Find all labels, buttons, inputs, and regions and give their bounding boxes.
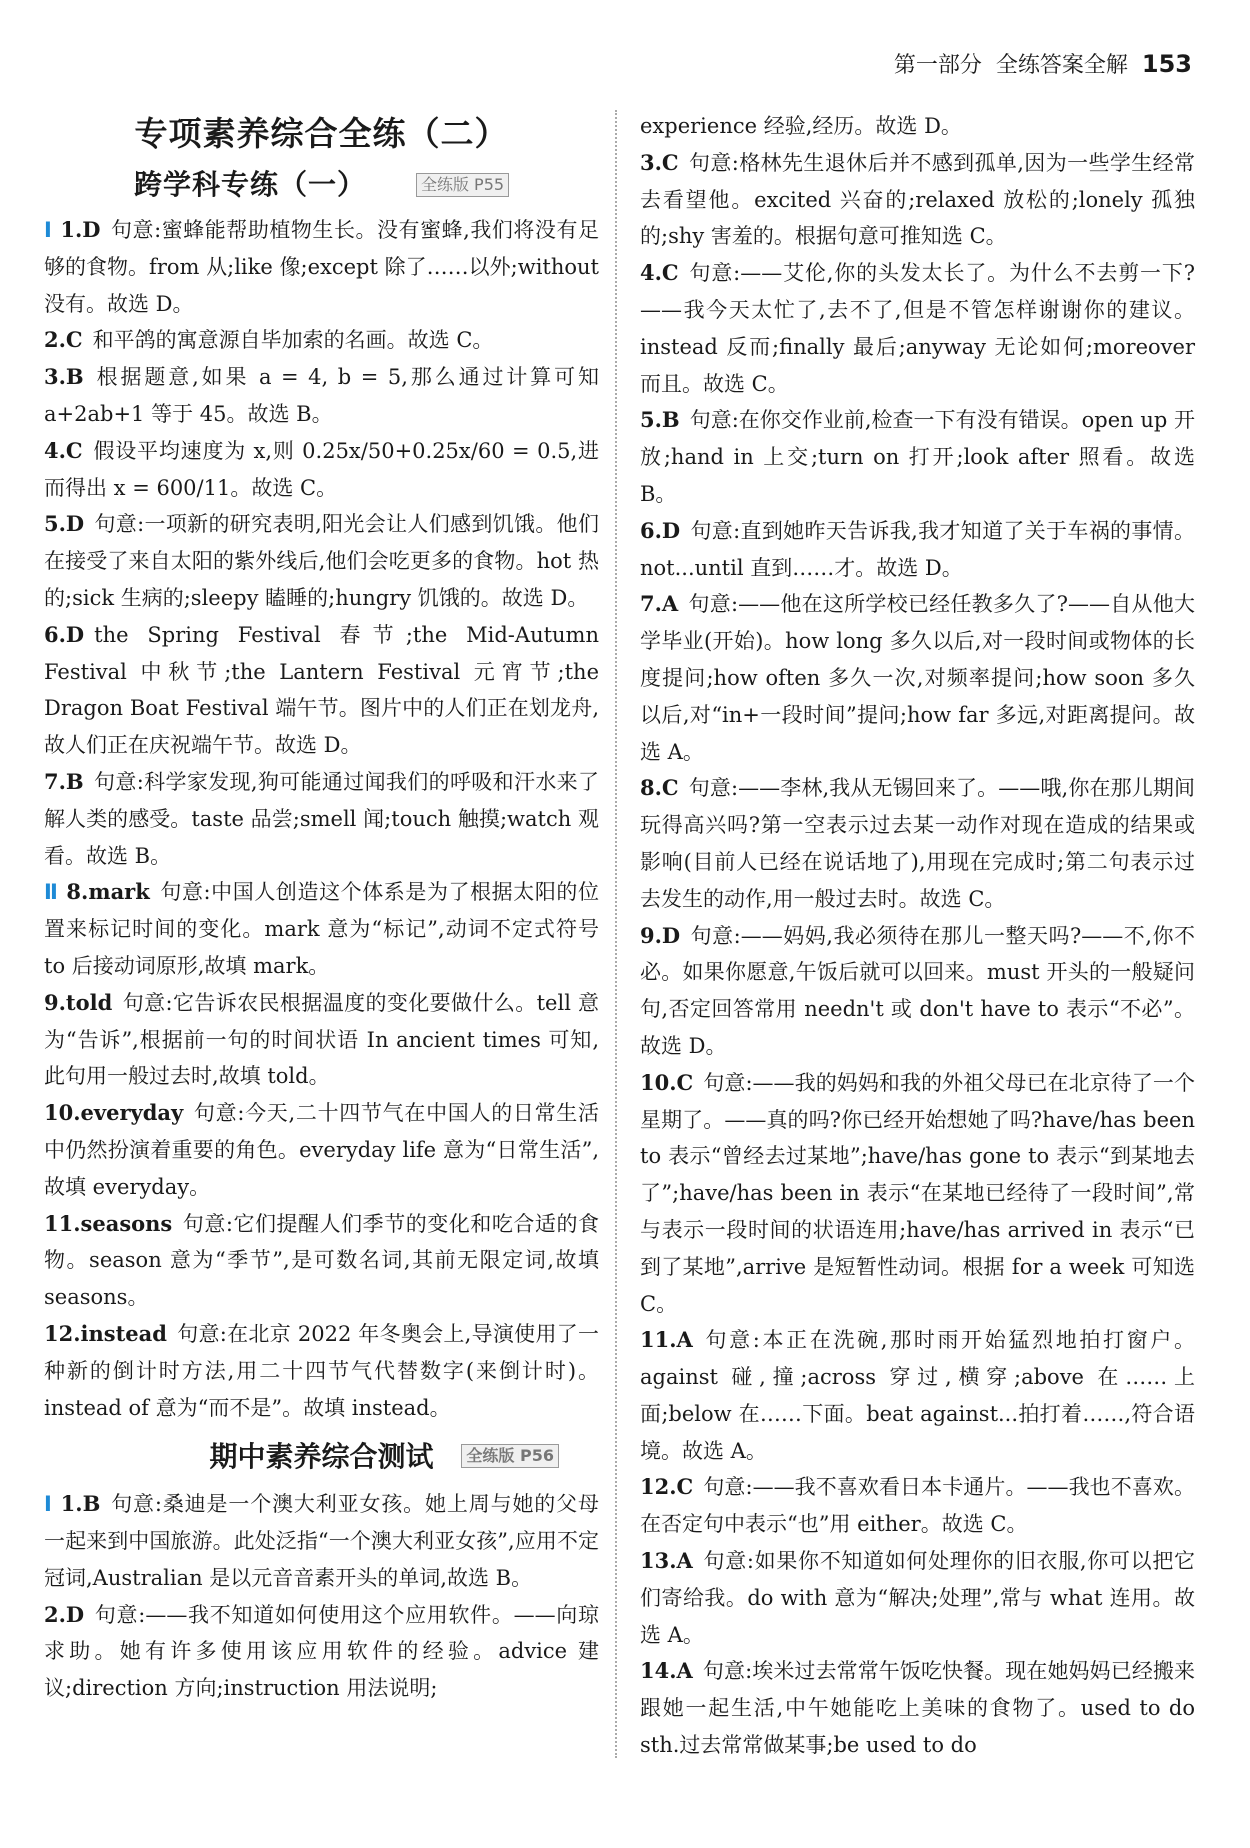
right-column bbox=[640, 108, 1195, 1764]
answer-number: 6.D bbox=[640, 517, 681, 543]
answer-list-right bbox=[640, 108, 1195, 1764]
left-column bbox=[44, 108, 599, 1707]
answer-number: 5.B bbox=[640, 407, 680, 433]
answer-number: 5.D bbox=[44, 511, 85, 537]
answer-item bbox=[640, 1469, 1195, 1543]
answer-item bbox=[44, 506, 599, 616]
section-subtitle: 跨学科专练（一） bbox=[133, 168, 366, 201]
answer-item bbox=[640, 145, 1195, 255]
answer-list-a bbox=[44, 212, 599, 1426]
answer-explanation: 句意:——妈妈,我必须待在那儿一整天吗?——不,你不必。如果你愿意,午饭后就可以回来。must 开头的一般疑问句,否定回答常用 needn't 或 don't have to 表示“不必”。故选 D。 bbox=[640, 923, 1195, 1058]
answer-explanation: 句意:本正在洗碗,那时雨开始猛烈地拍打窗户。against 碰,撞;across 穿过,横穿;above 在……上面;below 在……下面。beat against...拍打着……,符合语境。故选 A。 bbox=[640, 1328, 1195, 1463]
answer-item bbox=[640, 402, 1195, 512]
answer-number: 7.B bbox=[44, 768, 84, 794]
answer-item bbox=[640, 1653, 1195, 1763]
answer-explanation: 句意:今天,二十四节气在中国人的日常生活中仍然扮演着重要的角色。everyday life 意为“日常生活”,故填 everyday。 bbox=[44, 1101, 599, 1199]
answer-explanation: the Spring Festival 春节;the Mid-Autumn Festival 中秋节;the Lantern Festival 元宵节;the Dragon Boat Festival 端午节。图片中的人们正在划龙舟,故人们正在庆祝端午节。故选 D。 bbox=[44, 622, 599, 758]
answer-number: 14.A bbox=[640, 1658, 693, 1684]
answer-explanation: 假设平均速度为 x,则 0.25x/50+0.25x/60 = 0.5,进而得出 x = 600/11。故选 C。 bbox=[44, 438, 599, 500]
answer-explanation: 句意:桑迪是一个澳大利亚女孩。她上周与她的父母一起来到中国旅游。此处泛指“一个澳大利亚女孩”,应用不定冠词,Australian 是以元音音素开头的单词,故选 B。 bbox=[44, 1492, 599, 1590]
part-marker: Ⅰ bbox=[44, 1492, 53, 1517]
answer-number: 12.C bbox=[640, 1474, 694, 1500]
answer-explanation: 句意:——他在这所学校已经任教多久了?——自从他大学毕业(开始)。how long 多久以后,对一段时间或物体的长度提问;how often 多久一次,对频率提问;how soon 多久以后,对“in+一段时间”提问;how far 多远,对距离提问。故选 A。 bbox=[640, 592, 1195, 764]
answer-item bbox=[44, 1486, 599, 1596]
subtitle-row bbox=[44, 164, 599, 206]
answer-number: 10.everyday bbox=[44, 1100, 184, 1126]
answer-explanation: 句意:——我的妈妈和我的外祖父母已在北京待了一个星期了。——真的吗?你已经开始想她了吗?have/has been to 表示“曾经去过某地”;have/has gone to 表示“到某地去了”;have/has been in 表示“在某地已经待了一段时间”,常与表示一段时间的状语连用;have/has arrived in 表示“已到了某地”,arrive 是短暂性动词。根据 for a week 可知选 C。 bbox=[640, 1070, 1195, 1316]
answer-item bbox=[44, 322, 599, 359]
answer-item bbox=[44, 985, 599, 1095]
answer-item bbox=[640, 918, 1195, 1065]
answer-item bbox=[640, 1065, 1195, 1323]
answer-number: 8.C bbox=[640, 775, 679, 801]
answer-number: 4.C bbox=[44, 437, 83, 463]
answer-explanation: 句意:科学家发现,狗可能通过闻我们的呼吸和汗水来了解人类的感受。taste 品尝;smell 闻;touch 触摸;watch 观看。故选 B。 bbox=[44, 769, 599, 868]
answer-item bbox=[640, 586, 1195, 770]
answer-explanation: 句意:蜜蜂能帮助植物生长。没有蜜蜂,我们将没有足够的食物。from 从;like 像;except 除了……以外;without 没有。故选 D。 bbox=[44, 218, 599, 316]
answer-item bbox=[44, 1316, 599, 1426]
answer-explanation: experience 经验,经历。故选 D。 bbox=[640, 114, 962, 138]
answer-item bbox=[640, 1543, 1195, 1653]
answer-number: 11.seasons bbox=[44, 1210, 173, 1236]
answer-number: 12.instead bbox=[44, 1320, 167, 1346]
answer-item bbox=[44, 359, 599, 433]
answer-number: 2.C bbox=[44, 327, 83, 353]
answer-explanation: 句意:它告诉农民根据温度的变化要做什么。tell 意为“告诉”,根据前一句的时间状语 In ancient times 可知,此句用一般过去时,故填 told。 bbox=[44, 990, 599, 1089]
answer-explanation: 句意:——我不知道如何使用这个应用软件。——向琼求助。她有许多使用该应用软件的经验。advice 建议;direction 方向;instruction 用法说明; bbox=[44, 1602, 599, 1701]
answer-number: 7.A bbox=[640, 591, 679, 617]
answer-explanation: 句意:一项新的研究表明,阳光会让人们感到饥饿。他们在接受了来自太阳的紫外线后,他们会吃更多的食物。hot 热的;sick 生病的;sleepy 瞌睡的;hungry 饥饿的。故选 D。 bbox=[44, 512, 599, 610]
answer-item bbox=[44, 874, 599, 984]
answer-explanation: 句意:在你交作业前,检查一下有没有错误。open up 开放;hand in 上交;turn on 打开;look after 照看。故选 B。 bbox=[640, 408, 1195, 506]
book-label: 全练答案全解 bbox=[995, 53, 1128, 78]
answer-number: 3.B bbox=[44, 364, 84, 390]
answer-item bbox=[44, 1095, 599, 1205]
answer-explanation: 句意:——我不喜欢看日本卡通片。——我也不喜欢。在否定句中表示“也”用 either。故选 C。 bbox=[640, 1475, 1195, 1537]
answer-number: 9.told bbox=[44, 989, 113, 1015]
answer-number: 4.C bbox=[640, 260, 679, 286]
answer-item bbox=[44, 212, 599, 322]
answer-explanation: 句意:直到她昨天告诉我,我才知道了关于车祸的事情。not...until 直到……才。故选 D。 bbox=[640, 518, 1195, 580]
answer-explanation: 句意:它们提醒人们季节的变化和吃合适的食物。season 意为“季节”,是可数名词,其前无限定词,故填 seasons。 bbox=[44, 1211, 599, 1310]
answer-item bbox=[640, 770, 1195, 917]
answer-explanation: 句意:在北京 2022 年冬奥会上,导演使用了一种新的倒计时方法,用二十四节气代替数字(来倒计时)。instead of 意为“而不是”。故填 instead。 bbox=[44, 1321, 599, 1420]
answer-number: 11.A bbox=[640, 1327, 693, 1353]
answer-number: 1.B bbox=[60, 1491, 101, 1517]
page-ref-tag-b: 全练版 P56 bbox=[461, 1444, 559, 1468]
answer-list-b bbox=[44, 1486, 599, 1707]
answer-item bbox=[44, 764, 599, 874]
answer-explanation: 句意:中国人创造这个体系是为了根据太阳的位置来标记时间的变化。mark 意为“标记”,动词不定式符号 to 后接动词原形,故填 mark。 bbox=[44, 880, 599, 978]
page-ref-tag: 全练版 P55 bbox=[416, 173, 509, 197]
answer-item bbox=[640, 108, 1195, 145]
part-marker: Ⅰ bbox=[44, 218, 53, 242]
answer-explanation: 句意:格林先生退休后并不感到孤单,因为一些学生经常去看望他。excited 兴奋的;relaxed 放松的;lonely 孤独的;shy 害羞的。根据句意可推知选 C。 bbox=[640, 150, 1195, 249]
page-number: 153 bbox=[1141, 49, 1192, 78]
part-label: 第一部分 bbox=[893, 53, 982, 78]
answer-item bbox=[640, 1322, 1195, 1469]
answer-explanation: 句意:——李林,我从无锡回来了。——哦,你在那儿期间玩得高兴吗?第一空表示过去某一动作对现在造成的结果或影响(目前人已经在说话地了),用现在完成时;第二句表示过去发生的动作,用一般过去时。故选 C。 bbox=[640, 776, 1195, 911]
answer-item bbox=[44, 1597, 599, 1707]
answer-explanation: 句意:如果你不知道如何处理你的旧衣服,你可以把它们寄给我。do with 意为“解决;处理”,常与 what 连用。故选 A。 bbox=[640, 1549, 1195, 1647]
answer-number: 3.C bbox=[640, 149, 679, 175]
answer-number: 2.D bbox=[44, 1601, 85, 1627]
answer-item bbox=[44, 433, 599, 507]
answer-explanation: 句意:埃米过去常常午饭吃快餐。现在她妈妈已经搬来跟她一起生活,中午她能吃上美味的食物了。used to do sth.过去常常做某事;be used to do bbox=[640, 1659, 1195, 1758]
answer-number: 1.D bbox=[60, 217, 101, 242]
answer-item bbox=[44, 1206, 599, 1316]
page-header bbox=[894, 48, 1192, 79]
answer-item bbox=[44, 617, 599, 764]
answer-explanation: 根据题意,如果 a = 4, b = 5,那么通过计算可知 a+2ab+1 等于 45。故选 B。 bbox=[44, 365, 599, 426]
part-marker: Ⅱ bbox=[44, 880, 59, 905]
answer-item bbox=[640, 513, 1195, 587]
answer-explanation: 和平鸽的寓意源自毕加索的名画。故选 C。 bbox=[92, 328, 494, 353]
answer-number: 10.C bbox=[640, 1069, 694, 1095]
answer-item bbox=[640, 255, 1195, 402]
answer-explanation: 句意:——艾伦,你的头发太长了。为什么不去剪一下?——我今天太忙了,去不了,但是不管怎样谢谢你的建议。instead 反而;finally 最后;anyway 无论如何;moreover 而且。故选 C。 bbox=[640, 261, 1195, 396]
answer-number: 13.A bbox=[640, 1548, 693, 1574]
answer-number: 8.mark bbox=[66, 879, 150, 905]
answer-number: 9.D bbox=[640, 922, 681, 948]
answer-number: 6.D bbox=[44, 621, 85, 647]
test-title-text: 期中素养综合测试 bbox=[209, 1440, 434, 1474]
section-title: 专项素养综合全练（二） bbox=[134, 114, 509, 153]
column-divider bbox=[615, 110, 617, 1758]
test-title bbox=[44, 1432, 599, 1482]
